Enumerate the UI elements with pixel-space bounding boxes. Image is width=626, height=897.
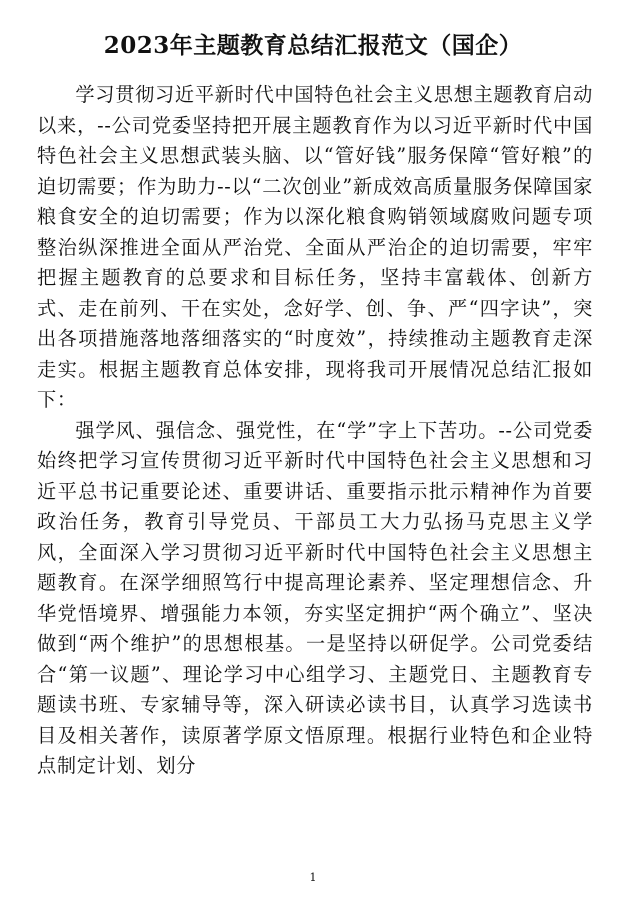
- page-number: 1: [309, 871, 317, 884]
- document-body: [37, 80, 593, 782]
- paragraph-study: 强学风、强信念、强党性，在“学”字上下苦功。--公司党委始终把学习宣传贯彻习近平新时代中国特色社会主义思想和习近平总书记重要论述、重要讲话、重要指示批示精神作为首要政治任务，教育引导党员、干部员工大力弘扬马克思主义学风，全面深入学习贯彻习近平新时代中国特色社会主义思想主题教育。在深学细照笃行中提高理论素养、坚定理想信念、升华党悟境界、增强能力本领，夯实坚定拥护“两个确立”、坚决做到“两个维护”的思想根基。一是坚持以研促学。公司党委结合“第一议题”、理论学习中心组学习、主题党日、主题教育专题读书班、专家辅导等，深入研读必读书目，认真学习选读书目及相关著作，读原著学原文悟原理。根据行业特色和企业特点制定计划、划分: [37, 418, 593, 777]
- paragraph-intro: 学习贯彻习近平新时代中国特色社会主义思想主题教育启动以来，--公司党委坚持把开展主题教育作为以习近平新时代中国特色社会主义思想武装头脑、以“管好钱”服务保障“管好粮”的迫切需要；作为助力--以“二次创业”新成效高质量服务保障国家粮食安全的迫切需要；作为以深化粮食购销领域腐败问题专项整治纵深推进全面从严治党、全面从严治企的迫切需要，牢牢把握主题教育的总要求和目标任务，坚持丰富载体、创新方式、走在前列、干在实处，念好学、创、争、严“四字诀”，突出各项措施落地落细落实的“时度效”，持续推动主题教育走深走实。根据主题教育总体安排，现将我司开展情况总结汇报如下：: [37, 83, 593, 411]
- document-title: 2023年主题教育总结汇报范文（国企）: [103, 32, 523, 59]
